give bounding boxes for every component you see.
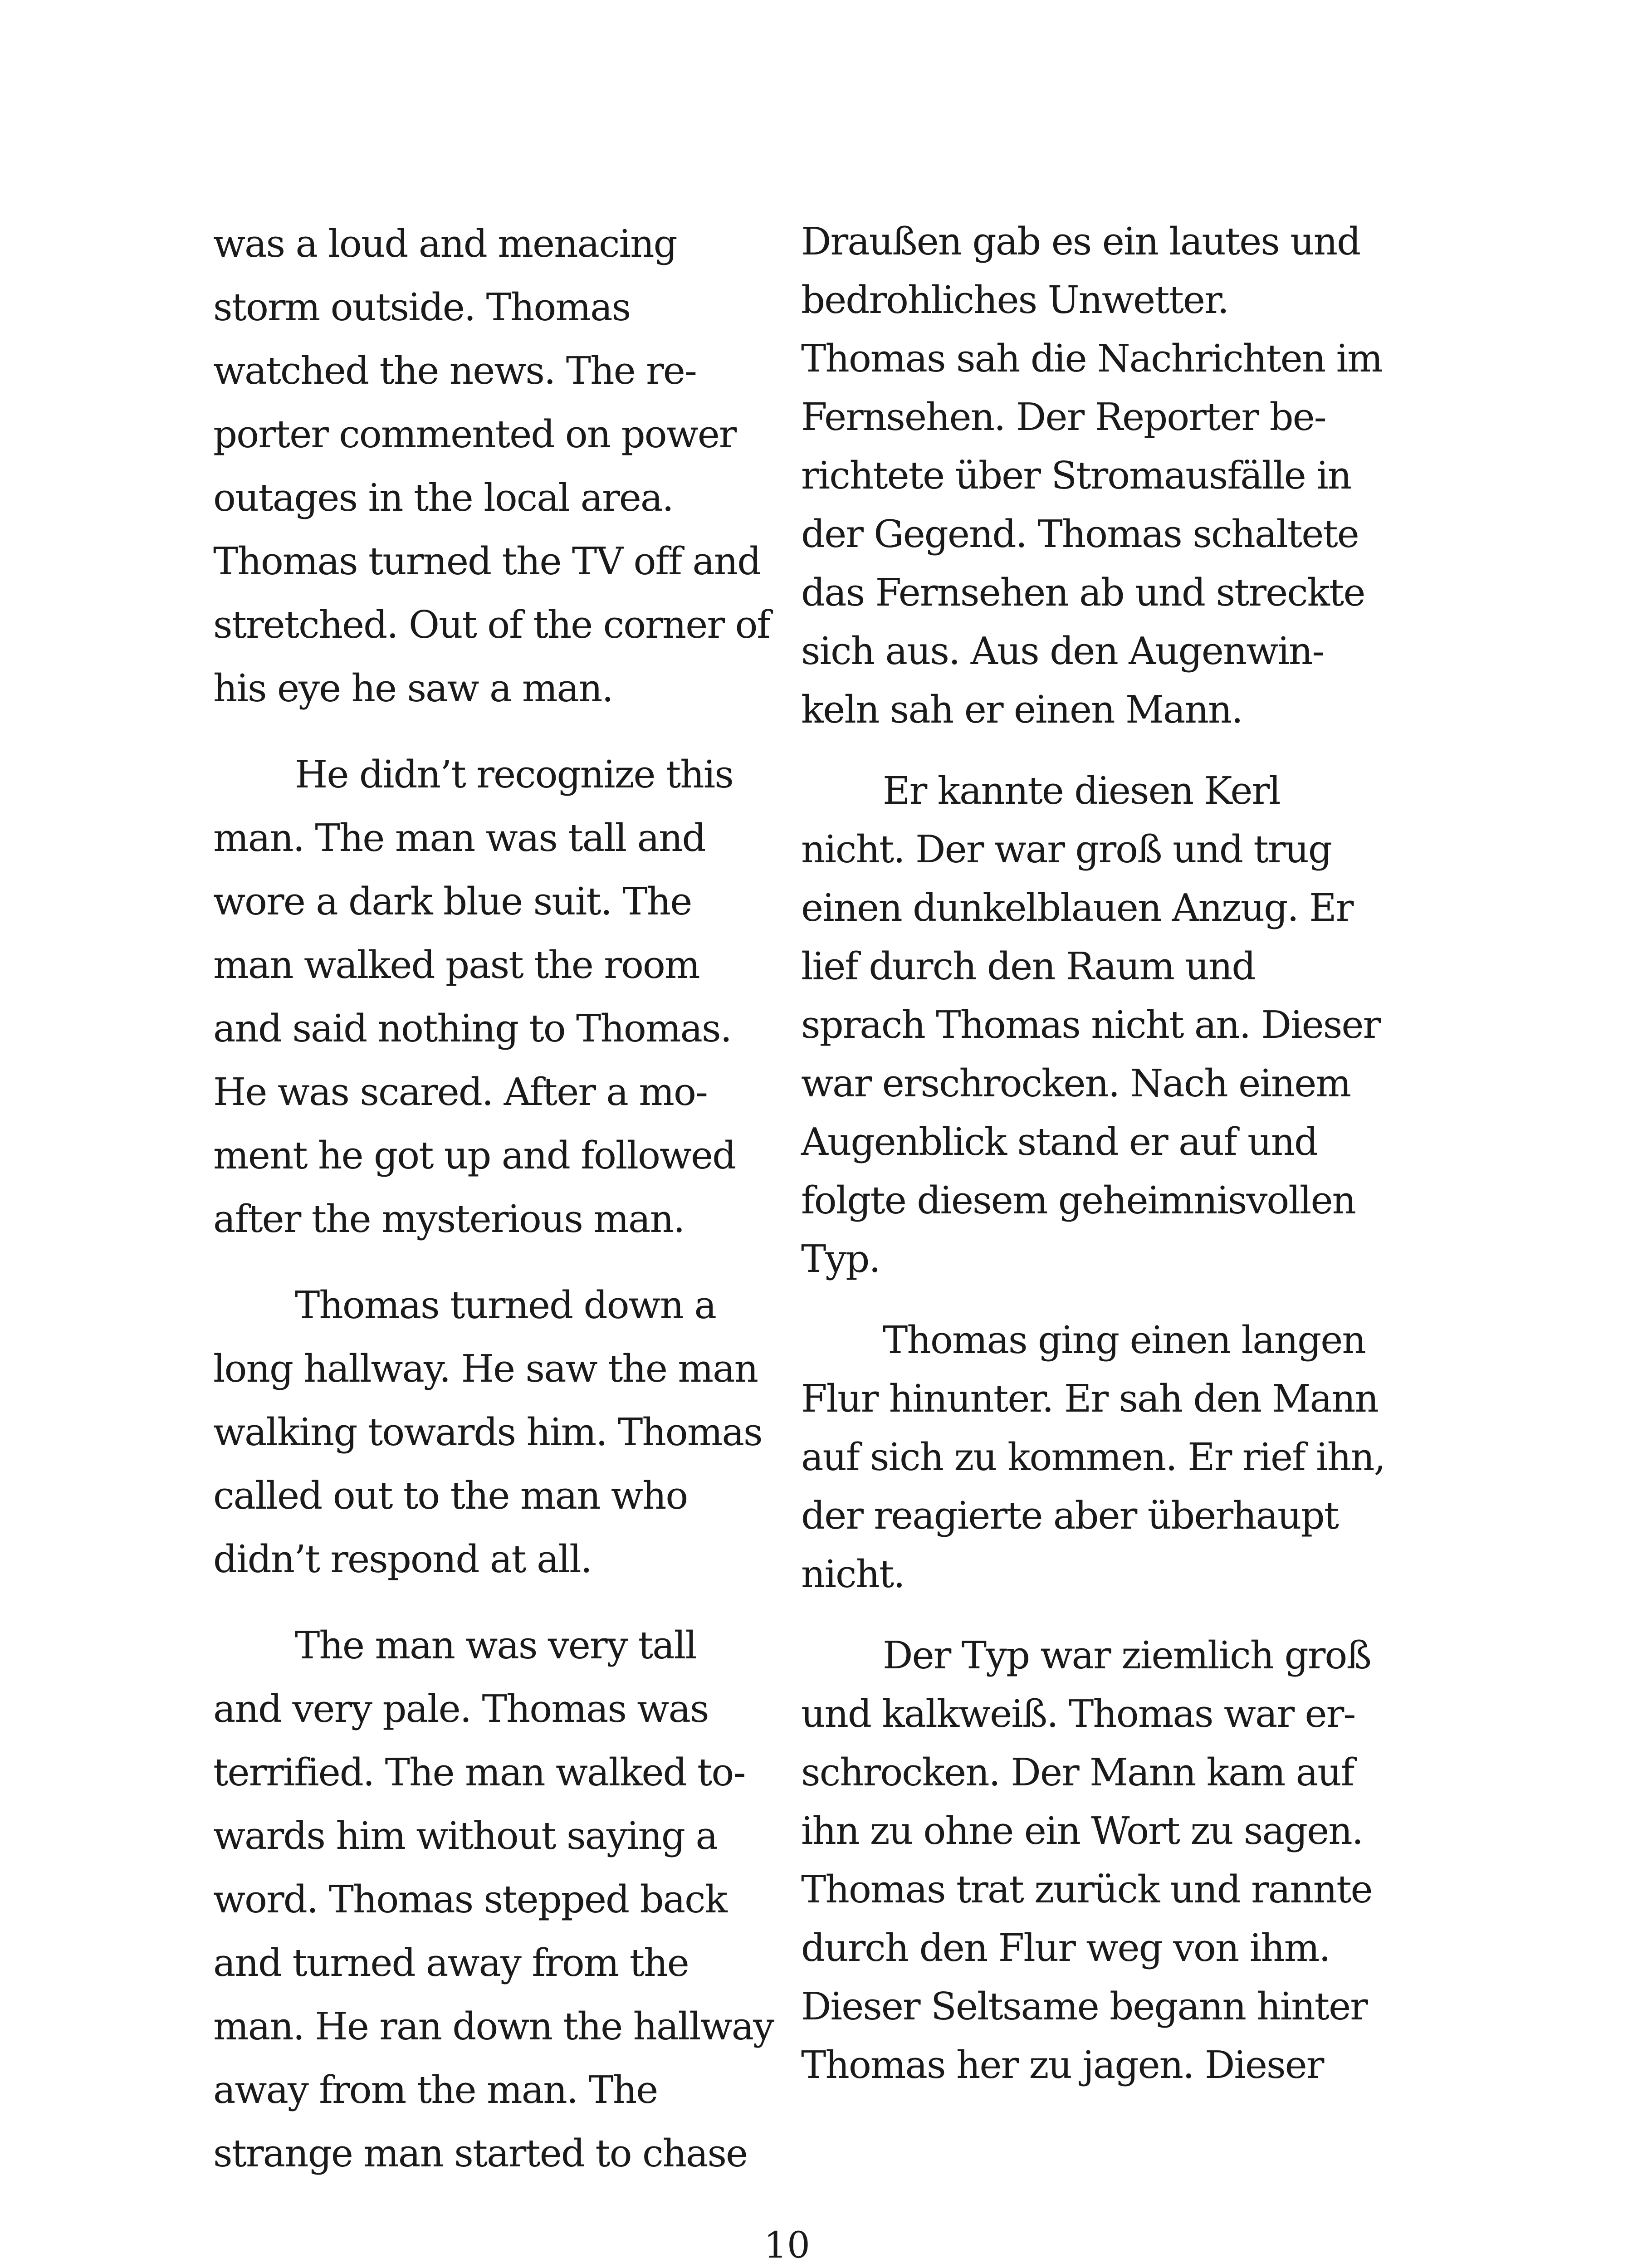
text-line: long hallway. He saw the man xyxy=(213,1347,758,1391)
text-line: Thomas ging einen langen xyxy=(883,1318,1365,1362)
text-line: sich aus. Aus den Augenwin- xyxy=(801,629,1324,673)
paragraph xyxy=(213,1614,774,2185)
paragraph xyxy=(213,212,770,720)
text-line: ihn zu ohne ein Wort zu sagen. xyxy=(801,1809,1363,1853)
text-line: walking towards him. Thomas xyxy=(213,1410,762,1454)
paragraph xyxy=(801,1311,1385,1603)
text-line: richtete über Stromausfälle in xyxy=(801,454,1351,498)
text-line: sprach Thomas nicht an. Dieser xyxy=(801,1003,1380,1047)
text-line: Flur hinunter. Er sah den Mann xyxy=(801,1377,1378,1421)
text-line: Fernsehen. Der Reporter be- xyxy=(801,395,1326,439)
text-line: He was scared. After a mo- xyxy=(213,1070,707,1114)
text-line: der reagierte aber überhaupt xyxy=(801,1494,1338,1538)
text-line: Thomas turned the TV off and xyxy=(213,539,761,583)
paragraph xyxy=(213,743,767,1251)
paragraph xyxy=(801,762,1380,1288)
text-line: and very pale. Thomas was xyxy=(213,1687,709,1731)
text-line: porter commented on power xyxy=(213,412,736,456)
text-line: Thomas trat zurück und rannte xyxy=(801,1867,1372,1911)
text-line: man. He ran down the hallway xyxy=(213,2004,774,2048)
english-text-column xyxy=(213,212,774,2185)
text-line: after the mysterious man. xyxy=(213,1197,684,1241)
text-line: war erschrocken. Nach einem xyxy=(801,1061,1351,1105)
text-line: das Fernsehen ab und streckte xyxy=(801,571,1365,615)
text-line: man walked past the room xyxy=(213,943,699,987)
text-line: wards him without saying a xyxy=(213,1814,717,1858)
text-line: Typ. xyxy=(801,1237,880,1281)
text-line: and turned away from the xyxy=(213,1941,689,1985)
text-line: bedrohliches Unwetter. xyxy=(801,278,1228,322)
text-line: nicht. xyxy=(801,1552,905,1596)
text-line: didn’t respond at all. xyxy=(213,1537,592,1581)
text-line: The man was very tall xyxy=(295,1623,696,1667)
text-line: away from the man. The xyxy=(213,2068,658,2112)
page-number: 10 xyxy=(764,2224,810,2266)
text-line: word. Thomas stepped back xyxy=(213,1877,727,1921)
text-line: Thomas her zu jagen. Dieser xyxy=(801,2043,1324,2087)
text-line: Thomas turned down a xyxy=(295,1283,716,1327)
text-line: stretched. Out of the corner of xyxy=(213,603,770,647)
text-line: man. The man was tall and xyxy=(213,816,705,860)
text-line: Augenblick stand er auf und xyxy=(801,1120,1318,1164)
german-text-column xyxy=(801,212,1385,2094)
text-line: nicht. Der war groß und trug xyxy=(801,827,1332,871)
text-line: ment he got up and followed xyxy=(213,1134,736,1178)
text-line: Er kannte diesen Kerl xyxy=(883,769,1280,813)
text-line: auf sich zu kommen. Er rief ihn, xyxy=(801,1435,1385,1479)
text-line: wore a dark blue suit. The xyxy=(213,880,692,924)
text-line: terrified. The man walked to- xyxy=(213,1750,745,1794)
text-line: Draußen gab es ein lautes und xyxy=(801,220,1360,264)
text-line: der Gegend. Thomas schaltete xyxy=(801,512,1359,556)
text-line: durch den Flur weg von ihm. xyxy=(801,1926,1330,1970)
text-line: outages in the local area. xyxy=(213,476,673,520)
paragraph xyxy=(801,212,1382,739)
paragraph xyxy=(801,1626,1372,2094)
text-line: keln sah er einen Mann. xyxy=(801,688,1242,732)
text-line: Thomas sah die Nachrichten im xyxy=(801,337,1382,381)
text-line: his eye he saw a man. xyxy=(213,666,613,710)
text-line: called out to the man who xyxy=(213,1474,688,1518)
text-line: schrocken. Der Mann kam auf xyxy=(801,1750,1354,1794)
text-line: strange man started to chase xyxy=(213,2131,748,2175)
text-line: and said nothing to Thomas. xyxy=(213,1007,732,1051)
text-line: watched the news. The re- xyxy=(213,349,696,393)
text-line: folgte diesem geheimnisvollen xyxy=(801,1178,1356,1222)
text-line: He didn’t recognize this xyxy=(295,753,733,797)
text-line: was a loud and menacing xyxy=(213,222,677,266)
text-line: Der Typ war ziemlich groß xyxy=(883,1633,1371,1677)
text-line: storm outside. Thomas xyxy=(213,285,631,329)
text-line: und kalkweiß. Thomas war er- xyxy=(801,1692,1355,1736)
text-line: einen dunkelblauen Anzug. Er xyxy=(801,886,1353,930)
paragraph xyxy=(213,1274,767,1591)
text-line: lief durch den Raum und xyxy=(801,944,1255,988)
text-line: Dieser Seltsame begann hinter xyxy=(801,1984,1367,2028)
